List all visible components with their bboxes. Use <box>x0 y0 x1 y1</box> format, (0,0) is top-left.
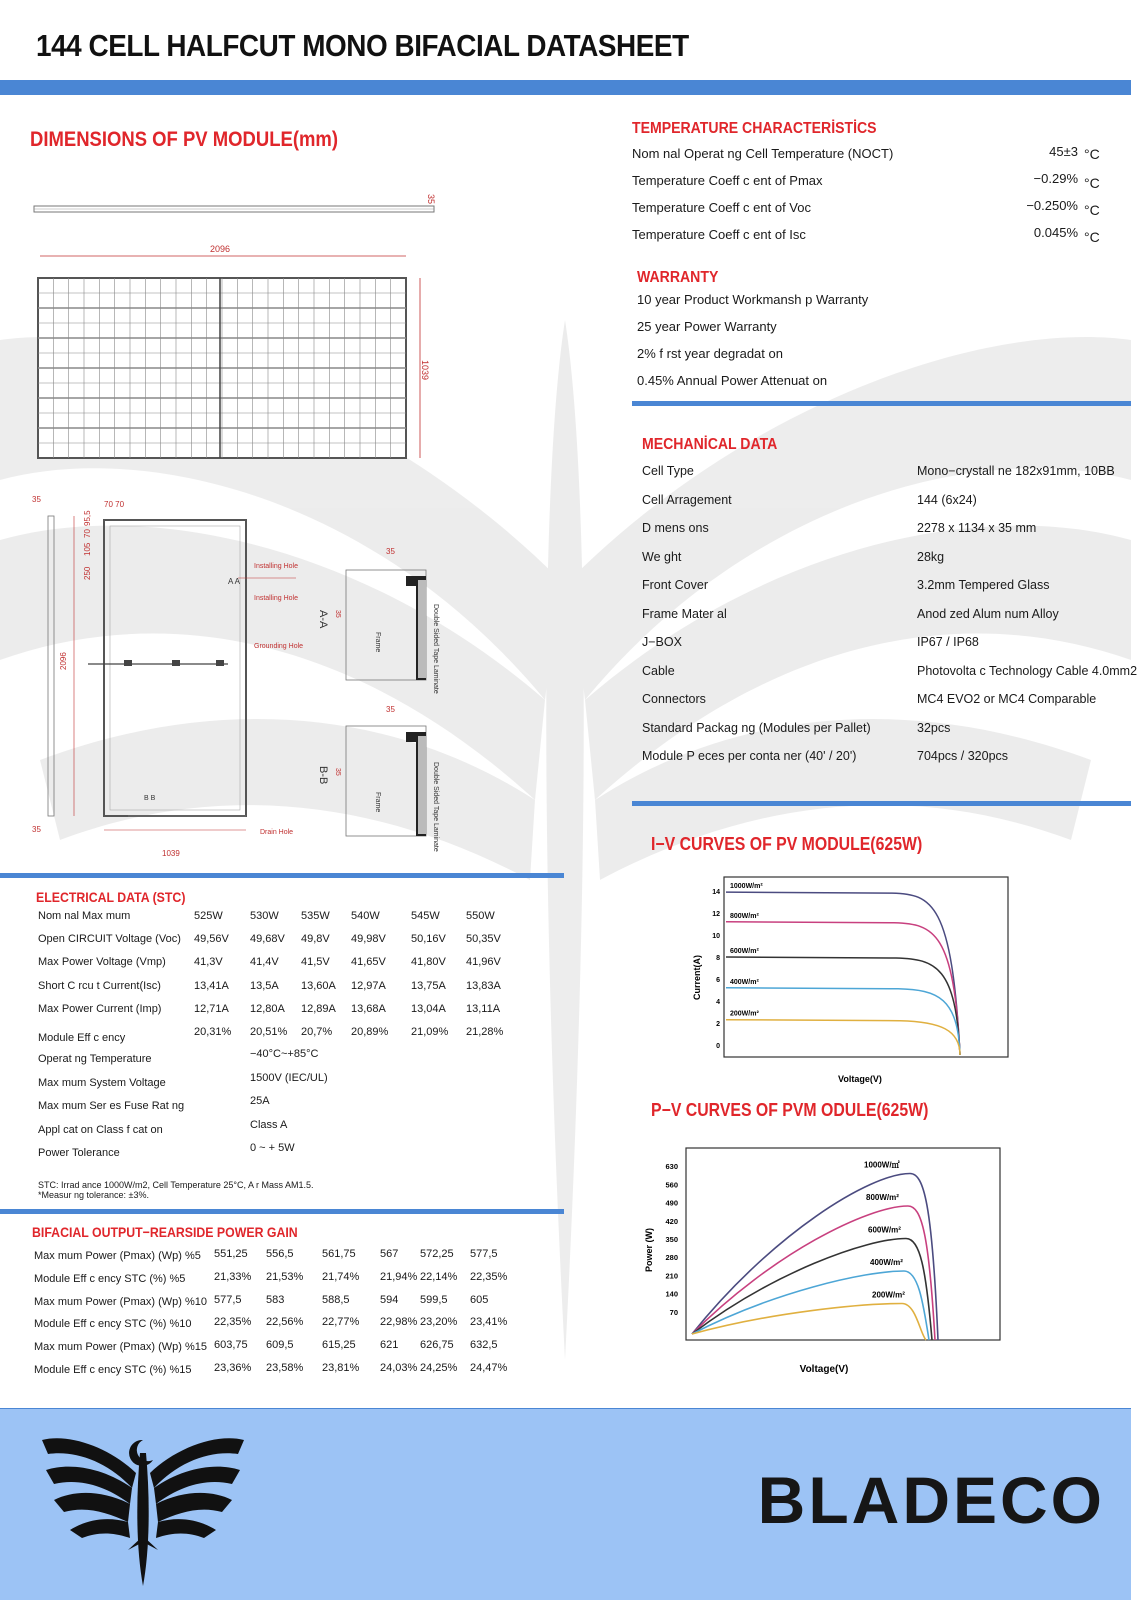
module-dimension-drawing <box>28 180 458 870</box>
temperature-unit: °C <box>1084 146 1100 162</box>
electrical-heading: ELECTRICAL DATA (STC) <box>36 889 186 905</box>
bifacial-cell: 615,25 <box>322 1339 356 1352</box>
pv-series-label: 600W/m² <box>868 1225 901 1235</box>
electrical-cell: 12,89A <box>301 1002 336 1015</box>
mechanical-label: Module P eces per conta ner (40' / 20') <box>642 749 857 763</box>
bb-marker: B B <box>144 795 156 802</box>
bifacial-cell: 556,5 <box>266 1248 294 1260</box>
bifacial-cell: 23,41% <box>470 1316 508 1329</box>
drain-hole-label: Drain Hole <box>260 829 294 836</box>
mechanical-value: 28kg <box>917 549 945 564</box>
mechanical-value: Photovolta c Technology Cable 4.0mm2 <box>917 663 1137 678</box>
electrical-cell: 50,16V <box>411 933 446 946</box>
section-aa-width: 35 <box>386 547 395 556</box>
bifacial-cell: 632,5 <box>470 1339 498 1352</box>
bifacial-cell: 572,25 <box>420 1248 454 1260</box>
stc-note-line-2: *Measur ng tolerance: ±3%. <box>38 1190 149 1200</box>
mechanical-label: Frame Mater al <box>642 606 727 621</box>
aa-marker: A A <box>228 577 241 586</box>
mechanical-label: Front Cover <box>642 578 708 592</box>
iv-plot-frame <box>724 877 1008 1057</box>
electrical-cell: 20,89% <box>351 1026 389 1038</box>
bifacial-cell: 577,5 <box>214 1293 242 1306</box>
temperature-value: 0.045% <box>1033 225 1078 240</box>
electrical-cell: 13,83A <box>466 979 501 992</box>
mechanical-label: Cell Arragement <box>642 492 732 507</box>
frame-label-aa: Frame <box>374 632 381 653</box>
electrical-row-label: Appl cat on Class f cat on <box>38 1123 163 1136</box>
iv-ytick-label: 4 <box>716 999 720 1006</box>
iv-ytick-label: 8 <box>716 955 720 962</box>
pv-ytick-label: 140 <box>665 1289 678 1299</box>
electrical-cell: 49,8V <box>301 933 330 946</box>
section-aa-depth: 35 <box>334 610 341 618</box>
bifacial-cell: 22,14% <box>420 1270 458 1283</box>
bifacial-heading: BIFACIAL OUTPUT−REARSIDE POWER GAIN <box>32 1224 298 1240</box>
electrical-row-label: Max mum System Voltage <box>38 1076 166 1089</box>
iv-chart-title: I−V CURVES OF PV MODULE(625W) <box>651 834 923 854</box>
electrical-cell: −40°C~+85°C <box>250 1048 319 1060</box>
electrical-cell: 0 ~ + 5W <box>250 1142 295 1154</box>
winged-trident-logo-icon <box>40 1428 250 1588</box>
iv-series-label: 400W/m² <box>730 978 759 986</box>
bifacial-cell: 24,03% <box>380 1362 418 1374</box>
stc-note-line-1: STC: Irrad ance 1000W/m2, Cell Temperature 25°C, A r Mass AM1.5. <box>38 1180 314 1190</box>
pv-series-label: 400W/m² <box>870 1258 903 1267</box>
brand-name: BLADECO <box>757 1463 1105 1537</box>
pv-series-line <box>692 1271 929 1340</box>
electrical-cell: 50,35V <box>466 933 501 946</box>
iv-series-label: 800W/m² <box>730 912 759 920</box>
top-accent-bar <box>0 80 1131 95</box>
bifacial-cell: 599,5 <box>420 1293 448 1306</box>
warranty-item: 0.45% Annual Power Attenuat on <box>637 373 828 388</box>
iv-curve-chart <box>690 865 1010 1090</box>
bifacial-row-label: Module Eff c ency STC (%) %15 <box>34 1364 192 1376</box>
electrical-cell: 49,56V <box>194 933 229 946</box>
iv-series-line <box>726 1020 960 1055</box>
bifacial-cell: 603,75 <box>214 1339 248 1352</box>
bifacial-cell: 22,35% <box>470 1270 508 1283</box>
electrical-cell: 49,98V <box>351 933 386 946</box>
iv-ytick-label: 14 <box>712 889 720 896</box>
iv-ytick-label: 12 <box>712 911 720 918</box>
bifacial-row-label: Max mum Power (Pmax) (Wp) %15 <box>34 1341 207 1354</box>
electrical-cell: 21,09% <box>411 1026 449 1038</box>
temperature-value: −0.29% <box>1033 171 1078 186</box>
bifacial-cell: 24,25% <box>420 1362 458 1374</box>
electrical-cell: 13,41A <box>194 979 229 992</box>
pv-series-label: 200W/m² <box>872 1290 905 1300</box>
mechanical-value: Mono−crystall ne 182x91mm, 10BB <box>917 464 1115 478</box>
electrical-cell: 13,75A <box>411 979 446 992</box>
bifacial-cell: 21,94% <box>380 1270 418 1283</box>
bifacial-cell: 24,47% <box>470 1362 508 1374</box>
temperature-unit: °C <box>1084 202 1100 218</box>
mechanical-value: 32pcs <box>917 720 951 735</box>
side-length-label: 2096 <box>59 652 68 670</box>
electrical-cell: Class A <box>250 1118 288 1131</box>
warranty-heading: WARRANTY <box>637 269 719 286</box>
mechanical-value: Anod zed Alum num Alloy <box>917 606 1059 621</box>
bifacial-cell: 21,33% <box>214 1270 252 1283</box>
temperature-label: Nom nal Operat ng Cell Temperature (NOCT) <box>632 146 894 161</box>
iv-series-label: 200W/m² <box>730 1010 759 1018</box>
bifacial-cell: 22,56% <box>266 1316 304 1329</box>
electrical-cell: 530W <box>250 910 279 922</box>
bifacial-cell: 605 <box>470 1293 489 1306</box>
electrical-cell: 13,68A <box>351 1002 386 1015</box>
bifacial-cell: 588,5 <box>322 1293 350 1306</box>
temperature-unit: °C <box>1084 175 1100 191</box>
temperature-value: 45±3 <box>1049 144 1078 159</box>
electrical-cell: 41,5V <box>301 956 330 969</box>
temperature-unit: °C <box>1084 229 1100 245</box>
electrical-row-label: Module Eff c ency <box>38 1032 126 1044</box>
iv-ytick-label: 10 <box>712 933 720 940</box>
electrical-cell: 20,51% <box>250 1026 288 1038</box>
iv-series-label: 600W/m² <box>730 948 759 955</box>
bifacial-row-label: Module Eff c ency STC (%) %10 <box>34 1318 192 1331</box>
electrical-row-label: Short C rcu t Current(Isc) <box>38 979 161 992</box>
bifacial-cell: 23,20% <box>420 1316 458 1329</box>
bifacial-cell: 577,5 <box>470 1248 498 1260</box>
section-bb-width: 35 <box>386 705 395 714</box>
electrical-cell: 12,71A <box>194 1002 229 1015</box>
bottom-width-label: 1039 <box>162 849 180 858</box>
mechanical-value: 704pcs / 320pcs <box>917 749 1009 763</box>
length-label: 2096 <box>210 244 231 254</box>
iv-ytick-label: 6 <box>716 977 720 984</box>
section-aa-label: A-A <box>317 610 329 629</box>
electrical-row-label: Max mum Ser es Fuse Rat ng <box>38 1100 185 1112</box>
electrical-cell: 13,04A <box>411 1002 446 1015</box>
bifacial-row-label: Max mum Power (Pmax) (Wp) %5 <box>34 1250 201 1262</box>
laminate-label-aa: Double Sided Tape Laminate <box>432 604 439 694</box>
electrical-row-label: Operat ng Temperature <box>38 1053 152 1065</box>
vertical-70-label: 70 <box>83 529 92 538</box>
electrical-row-label: Max Power Voltage (Vmp) <box>38 956 166 969</box>
electrical-row-label: Max Power Current (Imp) <box>38 1002 162 1015</box>
mechanical-value: 3.2mm Tempered Glass <box>917 578 1050 592</box>
dimensions-heading: DIMENSIONS OF PV MODULE(mm) <box>30 128 339 151</box>
bifacial-divider <box>0 1209 564 1214</box>
electrical-cell: 41,80V <box>411 956 446 969</box>
thickness-label: 35 <box>426 194 436 205</box>
mechanical-label: D mens ons <box>642 521 709 535</box>
electrical-row-label: Power Tolerance <box>38 1147 120 1159</box>
side-bottom-label: 35 <box>32 825 41 834</box>
mechanical-label: Cable <box>642 663 675 678</box>
bifacial-cell: 23,36% <box>214 1362 252 1374</box>
temperature-label: Temperature Coeff c ent of Pmax <box>632 173 823 188</box>
iv-series-line <box>726 892 960 1055</box>
mechanical-divider <box>632 801 1131 806</box>
bifacial-cell: 22,98% <box>380 1316 418 1329</box>
mechanical-label: Cell Type <box>642 464 694 478</box>
pv-ytick-label: 280 <box>665 1253 678 1263</box>
frame-label-bb: Frame <box>374 792 381 813</box>
warranty-item: 10 year Product Workmansh p Warranty <box>637 292 869 307</box>
electrical-cell: 13,5A <box>250 979 279 992</box>
bifacial-cell: 551,25 <box>214 1248 248 1260</box>
electrical-cell: 12,97A <box>351 979 386 992</box>
pv-series-line <box>692 1174 938 1341</box>
pv-y-axis-label: Power (W) <box>644 1228 654 1272</box>
installing-hole-2-label: Installing Hole <box>254 595 298 602</box>
pv-ytick-label: 630 <box>665 1162 678 1172</box>
bifacial-cell: 22,35% <box>214 1316 252 1329</box>
electrical-cell: 20,7% <box>301 1026 333 1038</box>
electrical-cell: 25A <box>250 1095 270 1107</box>
pv-ytick-label: 210 <box>665 1271 678 1281</box>
electrical-cell: 21,28% <box>466 1026 504 1038</box>
page-title: 144 CELL HALFCUT MONO BIFACIAL DATASHEET <box>36 28 689 63</box>
vertical-105-label: 105 <box>83 542 92 556</box>
mechanical-label: Connectors <box>642 692 706 706</box>
iv-ytick-label: 0 <box>716 1043 720 1050</box>
bifacial-cell: 561,75 <box>322 1248 356 1260</box>
stc-note <box>38 1180 314 1200</box>
warranty-item: 2% f rst year degradat on <box>637 346 783 361</box>
pv-x-axis-label: Voltage(V) <box>799 1364 849 1375</box>
pv-plot-frame <box>686 1148 1000 1340</box>
temperature-heading: TEMPERATURE CHARACTERİSTİCS <box>632 120 877 137</box>
bifacial-cell: 23,58% <box>266 1362 304 1374</box>
mechanical-heading: MECHANİCAL DATA <box>642 436 778 453</box>
electrical-cell: 525W <box>194 910 223 922</box>
electrical-row-label: Nom nal Max mum <box>38 910 131 922</box>
bifacial-cell: 609,5 <box>266 1339 294 1352</box>
section-bb-depth: 35 <box>334 768 341 776</box>
pv-ytick-label: 560 <box>665 1180 678 1190</box>
bifacial-cell: 23,81% <box>322 1362 360 1374</box>
width-label: 1039 <box>420 360 430 381</box>
electrical-cell: 545W <box>411 910 440 922</box>
iv-y-axis-label: Current(A) <box>692 955 702 1000</box>
pv-curve-chart <box>644 1140 1018 1380</box>
pv-ytick-label: 490 <box>665 1198 678 1208</box>
electrical-cell: 535W <box>301 910 330 922</box>
vertical-95-label: 95,5 <box>83 510 92 526</box>
bifacial-cell: 567 <box>380 1248 399 1260</box>
iv-ytick-label: 2 <box>716 1021 720 1028</box>
iv-series-label: 1000W/m² <box>730 883 763 891</box>
electrical-cell: 41,4V <box>250 956 279 969</box>
pv-ytick-label: 350 <box>665 1235 678 1244</box>
electrical-cell: 20,31% <box>194 1026 232 1038</box>
electrical-row-label: Open CIRCUIT Voltage (Voc) <box>38 933 181 946</box>
bifacial-cell: 594 <box>380 1293 399 1306</box>
bifacial-row-label: Module Eff c ency STC (%) %5 <box>34 1272 186 1285</box>
electrical-divider <box>0 873 564 878</box>
electrical-cell: 550W <box>466 910 495 922</box>
bifacial-cell: 21,53% <box>266 1270 304 1283</box>
bifacial-cell: 583 <box>266 1293 285 1306</box>
warranty-item: 25 year Power Warranty <box>637 319 777 334</box>
bifacial-cell: 22,77% <box>322 1316 360 1329</box>
electrical-cell: 13,11A <box>466 1002 501 1015</box>
vertical-250-label: 250 <box>83 566 92 580</box>
electrical-cell: 41,96V <box>466 956 501 969</box>
mechanical-label: J−BOX <box>642 635 682 649</box>
top-offsets-label: 70 70 <box>104 500 125 509</box>
pv-chart-title: P−V CURVES OF PVM ODULE(625W) <box>651 1100 929 1120</box>
bifacial-row-label: Max mum Power (Pmax) (Wp) %10 <box>34 1295 207 1308</box>
temperature-label: Temperature Coeff c ent of Isc <box>632 227 806 242</box>
grounding-hole-label: Grounding Hole <box>254 643 304 650</box>
mechanical-value: 144 (6x24) <box>917 492 977 507</box>
bifacial-cell: 21,74% <box>322 1270 360 1283</box>
bifacial-cell: 621 <box>380 1339 399 1352</box>
pv-ytick-label: 420 <box>665 1216 678 1226</box>
laminate-label-bb: Double Sided Tape Laminate <box>432 762 439 852</box>
mechanical-value: IP67 / IP68 <box>917 635 979 649</box>
electrical-cell: 1500V (IEC/UL) <box>250 1071 328 1084</box>
pv-series-label: 800W/m² <box>866 1193 899 1202</box>
electrical-cell: 49,68V <box>250 933 285 946</box>
section-bb-label: B-B <box>317 766 329 785</box>
installing-hole-1-label: Installing Hole <box>254 563 298 570</box>
iv-series-line <box>726 957 960 1055</box>
electrical-cell: 41,3V <box>194 956 223 969</box>
bifacial-cell: 626,75 <box>420 1339 454 1352</box>
iv-x-axis-label: Voltage(V) <box>838 1074 882 1084</box>
mechanical-label: We ght <box>642 549 682 564</box>
pv-series-label: 1000W/㎡ <box>864 1160 900 1170</box>
electrical-cell: 13,60A <box>301 979 336 992</box>
temperature-value: −0.250% <box>1026 198 1078 213</box>
warranty-divider <box>632 401 1131 406</box>
iv-series-line <box>726 988 960 1055</box>
mechanical-label: Standard Packag ng (Modules per Pallet) <box>642 720 871 735</box>
electrical-cell: 41,65V <box>351 956 386 969</box>
temperature-label: Temperature Coeff c ent of Voc <box>632 200 811 215</box>
pv-ytick-label: 70 <box>669 1307 678 1317</box>
side-top-label: 35 <box>32 495 41 504</box>
mechanical-value: 2278 x 1134 x 35 mm <box>917 521 1037 535</box>
electrical-cell: 12,80A <box>250 1002 285 1015</box>
mechanical-value: MC4 EVO2 or MC4 Comparable <box>917 692 1097 706</box>
electrical-cell: 540W <box>351 910 380 922</box>
